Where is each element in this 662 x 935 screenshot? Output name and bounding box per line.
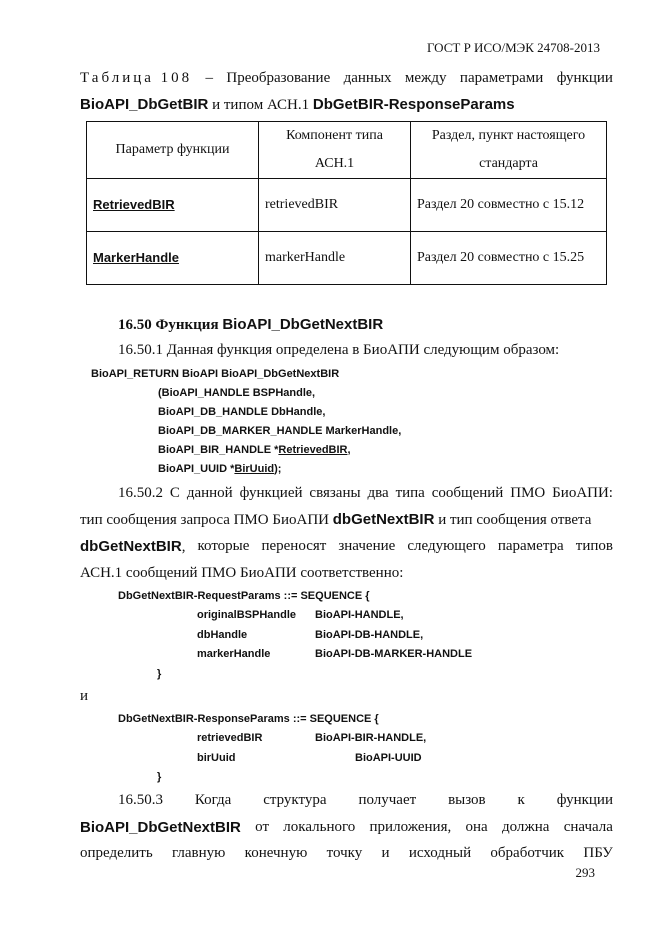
table-row bbox=[87, 232, 607, 285]
asn1-field-name: retrievedBIR bbox=[197, 732, 263, 744]
word: она bbox=[465, 819, 488, 835]
word: следующего bbox=[407, 538, 486, 554]
table-header-cell: Раздел, пункт настоящего стандарта bbox=[411, 122, 607, 179]
table-header-cell: Компонент типа АСН.1 bbox=[259, 122, 411, 179]
document-header: ГОСТ Р ИСО/МЭК 24708-2013 bbox=[426, 40, 600, 55]
word: параметра bbox=[497, 538, 564, 554]
text: тип сообщения запроса ПМО БиоАПИ bbox=[80, 512, 333, 528]
caption-word: Таблица 108 bbox=[80, 70, 193, 86]
table-row bbox=[87, 179, 607, 232]
code-text: BioAPI_BIR_HANDLE * bbox=[158, 444, 279, 456]
asn1-request-head: DbGetNextBIR-RequestParams ::= SEQUENCE { bbox=[118, 590, 370, 602]
asn1-close-brace: } bbox=[157, 668, 162, 680]
caption-type: DbGetBIR-ResponseParams bbox=[312, 96, 515, 113]
caption-word: – bbox=[205, 70, 214, 86]
section-number: 16.50 Функция bbox=[118, 317, 223, 333]
word: ПМО bbox=[510, 485, 546, 501]
word: определить bbox=[80, 845, 153, 861]
asn1-field-type: BioAPI-UUID bbox=[355, 752, 422, 764]
table-caption-line2 bbox=[80, 96, 515, 114]
caption-word: параметрами bbox=[459, 70, 544, 86]
word: связаны bbox=[309, 485, 361, 501]
word: конечную bbox=[244, 845, 308, 861]
word: от bbox=[255, 819, 269, 835]
section-heading bbox=[118, 316, 383, 334]
word: главную bbox=[172, 845, 226, 861]
message-type: dbGetNextBIR bbox=[80, 538, 182, 555]
code-line bbox=[158, 444, 351, 456]
section-function: BioAPI_DbGetNextBIR bbox=[222, 316, 384, 333]
caption-word: функции bbox=[556, 70, 613, 86]
code-text: , bbox=[347, 444, 351, 456]
param-name: MarkerHandle bbox=[93, 249, 179, 265]
paragraph-16-50-2-line1 bbox=[118, 485, 613, 502]
word: функцией bbox=[239, 485, 303, 501]
word: данной bbox=[186, 485, 233, 501]
asn1-field-name: dbHandle bbox=[197, 629, 248, 641]
word: локального bbox=[283, 819, 356, 835]
word: значение bbox=[338, 538, 396, 554]
asn1-field-type: BioAPI-DB-HANDLE, bbox=[315, 629, 424, 641]
word: и bbox=[381, 845, 390, 861]
component-cell: retrievedBIR bbox=[259, 179, 411, 232]
code-text: BioAPI_UUID * bbox=[158, 463, 235, 475]
asn1-field-type: BioAPI-BIR-HANDLE, bbox=[315, 732, 427, 744]
word: БиоАПИ: bbox=[552, 485, 613, 501]
word: ПБУ bbox=[583, 845, 613, 861]
mapping-table bbox=[86, 121, 607, 285]
param-name: RetrievedBIR bbox=[93, 196, 175, 212]
asn1-field-name: originalBSPHandle bbox=[197, 609, 297, 621]
paragraph-16-50-3-line2 bbox=[80, 819, 613, 836]
word: точку bbox=[326, 845, 363, 861]
word: переносят bbox=[261, 538, 327, 554]
caption-word: данных bbox=[343, 70, 392, 86]
code-line: BioAPI_DB_MARKER_HANDLE MarkerHandle, bbox=[158, 425, 402, 437]
section-cell: Раздел 20 совместно с 15.12 bbox=[411, 179, 607, 232]
conjunction: и bbox=[80, 688, 89, 704]
code-signature: BioAPI_RETURN BioAPI BioAPI_DbGetNextBIR bbox=[91, 368, 340, 380]
paragraph-16-50-1: 16.50.1 Данная функция определена в БиоАПИ следующим образом: bbox=[118, 342, 560, 358]
word: должна bbox=[501, 819, 550, 835]
table-header-cell: Параметр функции bbox=[87, 122, 259, 179]
word: к bbox=[517, 792, 525, 808]
paragraph-16-50-3-line1 bbox=[118, 792, 613, 809]
asn1-response-head: DbGetNextBIR-ResponseParams ::= SEQUENCE { bbox=[118, 713, 379, 725]
word: С bbox=[169, 485, 180, 501]
code-text: ); bbox=[274, 463, 282, 475]
paragraph-16-50-3-line3 bbox=[80, 845, 613, 862]
param-cell bbox=[87, 179, 259, 232]
word: 16.50.2 bbox=[118, 485, 163, 501]
param-cell bbox=[87, 232, 259, 285]
message-type: dbGetNextBIR bbox=[332, 511, 435, 528]
function-name: BioAPI_DbGetNextBIR bbox=[80, 819, 241, 836]
code-line: (BioAPI_HANDLE BSPHandle, bbox=[158, 387, 316, 399]
word: сообщений bbox=[431, 485, 504, 501]
caption-word: Преобразование bbox=[226, 70, 331, 86]
component-cell: markerHandle bbox=[259, 232, 411, 285]
word: типа bbox=[395, 485, 425, 501]
code-line: BioAPI_DB_HANDLE DbHandle, bbox=[158, 406, 326, 418]
paragraph-16-50-2-line3 bbox=[80, 538, 613, 556]
word: обработчик bbox=[490, 845, 565, 861]
section-cell: Раздел 20 совместно с 15.25 bbox=[411, 232, 607, 285]
asn1-field-type: BioAPI-HANDLE, bbox=[315, 609, 404, 621]
word: получает bbox=[358, 792, 417, 808]
word: вызов bbox=[448, 792, 486, 808]
caption-word: между bbox=[404, 70, 447, 86]
word: приложения, bbox=[369, 819, 452, 835]
word: 16.50.3 bbox=[118, 792, 163, 808]
code-underlined: BirUuid bbox=[234, 463, 275, 475]
asn1-field-name: markerHandle bbox=[197, 648, 271, 660]
asn1-close-brace: } bbox=[157, 771, 162, 783]
text: и тип сообщения ответа bbox=[434, 512, 592, 528]
table-caption-line1 bbox=[80, 70, 613, 87]
word: два bbox=[367, 485, 389, 501]
paragraph-16-50-2-line4: АСН.1 сообщений ПМО БиоАПИ соответственно: bbox=[80, 565, 404, 581]
asn1-field-type: BioAPI-DB-MARKER-HANDLE bbox=[315, 648, 473, 660]
word: , bbox=[181, 539, 186, 555]
word: сначала bbox=[563, 819, 613, 835]
word: типов bbox=[575, 538, 613, 554]
caption-function: BioAPI_DbGetBIR bbox=[80, 96, 209, 113]
page-number: 293 bbox=[575, 865, 595, 880]
word: функции bbox=[556, 792, 613, 808]
word: которые bbox=[197, 538, 250, 554]
table-header-row bbox=[87, 122, 607, 179]
word: структура bbox=[263, 792, 327, 808]
word: Когда bbox=[194, 792, 232, 808]
paragraph-16-50-2-line2 bbox=[80, 511, 591, 529]
word: исходный bbox=[408, 845, 472, 861]
caption-mid: и типом АСН.1 bbox=[208, 97, 313, 113]
code-line bbox=[158, 463, 281, 475]
code-underlined: RetrievedBIR bbox=[278, 444, 348, 456]
asn1-field-name: birUuid bbox=[197, 752, 236, 764]
